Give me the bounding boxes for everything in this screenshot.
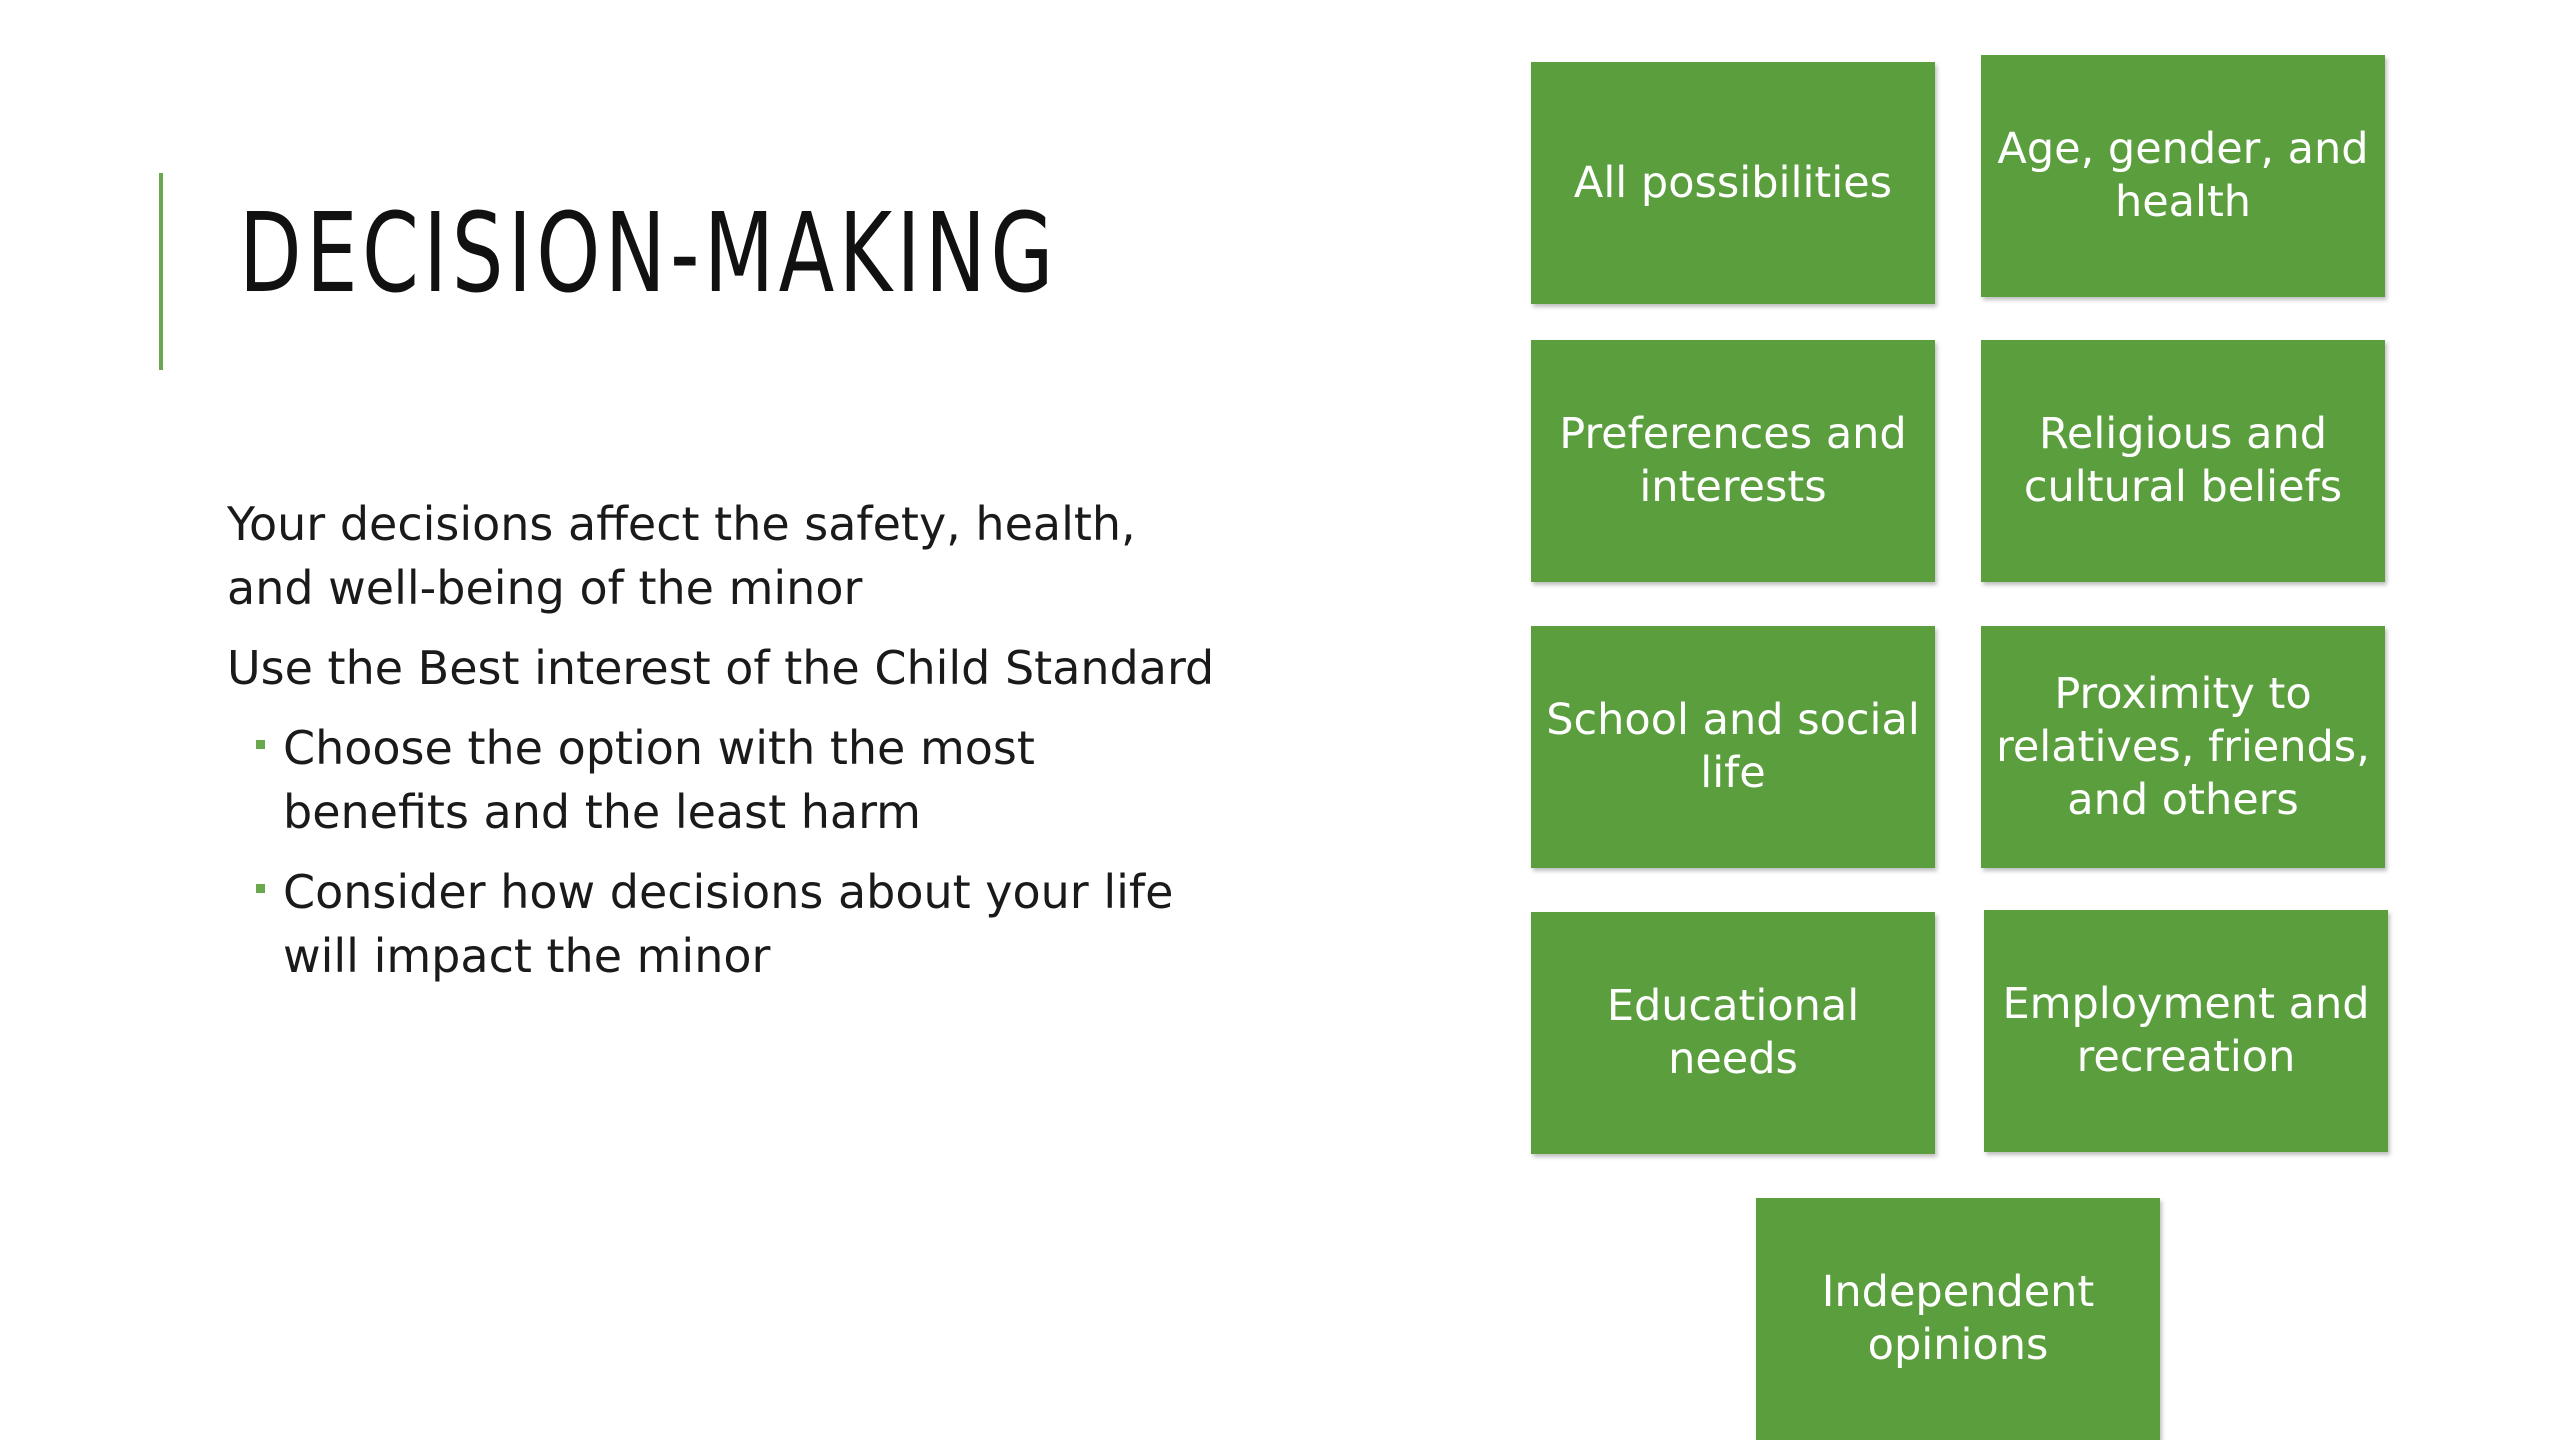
factor-label: Proximity to relatives, friends, and others [1996,668,2370,825]
factor-label: Independent opinions [1821,1267,2095,1370]
factor-tile [1531,62,1935,304]
factor-tile [1531,912,1935,1154]
factor-label: Religious and cultural beliefs [2023,409,2343,512]
factor-label: Educational needs [1606,981,1860,1084]
slide-body [227,492,1227,1004]
bullet-item [283,860,1227,988]
factor-tile [1531,626,1935,868]
factor-tile [1981,55,2385,297]
factor-tile [1981,626,2385,868]
bullet-square-icon [256,740,265,749]
bullet-list [227,716,1227,988]
factor-tile [1984,910,2388,1152]
factor-label: All possibilities [1573,157,1893,208]
bullet-text: Consider how decisions about your life will impact the minor [283,865,1174,983]
factor-tile [1981,340,2385,582]
body-paragraph: Your decisions affect the safety, health, and well-being of the minor [227,497,1136,615]
bullet-text: Choose the option with the most benefits and the least harm [283,721,1035,839]
factor-tile [1531,340,1935,582]
factor-label: School and social life [1546,695,1920,798]
factor-label: Employment and recreation [2002,979,2370,1082]
bullet-item [283,716,1227,844]
factor-label: Age, gender, and health [1997,124,2369,227]
title-accent-bar [159,173,163,370]
slide-title: DECISION-MAKING [239,189,1058,317]
factor-label: Preferences and interests [1559,409,1907,512]
bullet-square-icon [256,884,265,893]
body-paragraph: Use the Best interest of the Child Standard [227,641,1215,695]
factor-tile [1756,1198,2160,1440]
